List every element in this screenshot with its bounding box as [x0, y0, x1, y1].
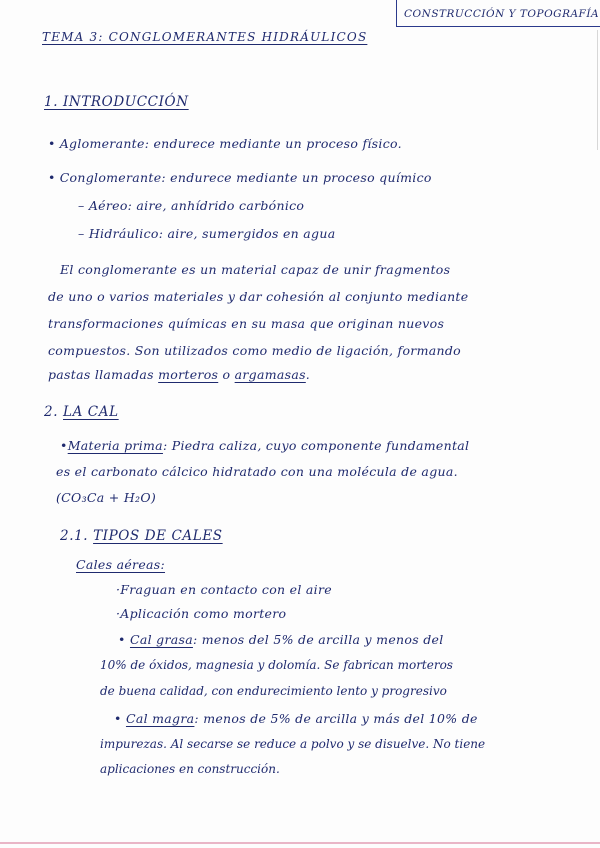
- text-fragment: : Piedra caliza, cuyo componente fundamental: [162, 438, 470, 453]
- bullet-text: Conglomerante: endurece mediante un proceso químico: [59, 170, 432, 185]
- materia-prima-label: Materia prima: [67, 438, 163, 453]
- bullet-conglomerante: [48, 170, 432, 185]
- cales-aereas-heading: Cales aéreas:: [76, 557, 166, 572]
- text-fragment: .: [305, 367, 311, 382]
- cal-magra-line: [114, 711, 478, 726]
- term-morteros: morteros: [158, 367, 219, 382]
- cal-grasa-line: 10% de óxidos, magnesia y dolomía. Se fabrican morteros: [100, 658, 453, 672]
- section-number: 2.: [44, 404, 59, 420]
- intro-paragraph-line: transformaciones químicas en su masa que originan nuevos: [48, 316, 445, 331]
- bullet-marker: •: [48, 170, 56, 185]
- bullet-aglomerante: [48, 136, 402, 151]
- cal-grasa-line: de buena calidad, con endurecimiento lento y progresivo: [100, 684, 447, 698]
- bullet-marker: •: [114, 711, 122, 726]
- bullet-text: Aglomerante: endurece mediante un proceso físico.: [59, 136, 402, 151]
- cal-magra-line: aplicaciones en construcción.: [100, 762, 280, 776]
- text-fragment: : menos de 5% de arcilla y más del 10% de: [194, 711, 478, 726]
- subject-header: CONSTRUCCIÓN Y TOPOGRAFÍA: [404, 8, 600, 20]
- cal-magra-line: impurezas. Al secarse se reduce a polvo y se disuelve. No tiene: [100, 737, 486, 751]
- section-number: 2.1.: [60, 528, 89, 544]
- materia-prima-line: es el carbonato cálcico hidratado con una molécula de agua.: [56, 464, 458, 479]
- subbullet-aereo: – Aéreo: aire, anhídrido carbónico: [78, 198, 305, 213]
- intro-paragraph-line: de uno o varios materiales y dar cohesión al conjunto mediante: [48, 289, 469, 304]
- section-2-title: [44, 404, 119, 420]
- topic-title: TEMA 3: CONGLOMERANTES HIDRÁULICOS: [42, 30, 368, 44]
- cal-grasa-line: [118, 632, 444, 647]
- text-fragment: : menos del 5% de arcilla y menos del: [192, 632, 444, 647]
- materia-prima-line: [60, 438, 469, 453]
- cales-item: ·Aplicación como mortero: [116, 606, 287, 621]
- intro-paragraph-line: compuestos. Son utilizados como medio de ligación, formando: [48, 343, 461, 358]
- cal-magra-label: Cal magra: [125, 711, 195, 726]
- section-1-title: 1. INTRODUCCIÓN: [44, 94, 189, 110]
- subbullet-hidraulico: – Hidráulico: aire, sumergidos en agua: [78, 226, 336, 241]
- bullet-marker: •: [118, 632, 126, 647]
- page-bottom-line: [0, 842, 600, 844]
- section-2-1-title: [60, 528, 223, 544]
- term-argamasas: argamasas: [234, 367, 306, 382]
- materia-prima-formula: (CO₃Ca + H₂O): [56, 490, 157, 505]
- bullet-marker: •: [48, 136, 56, 151]
- text-fragment: pastas llamadas: [48, 367, 154, 382]
- section-label: LA CAL: [63, 404, 119, 420]
- section-label: TIPOS DE CALES: [93, 528, 223, 544]
- cal-grasa-label: Cal grasa: [129, 632, 193, 647]
- page-edge-mark: [597, 30, 598, 150]
- bullet-marker: •: [60, 438, 68, 453]
- intro-paragraph-line: El conglomerante es un material capaz de unir fragmentos: [60, 262, 451, 277]
- text-fragment: o: [222, 367, 231, 382]
- cales-item: ·Fraguan en contacto con el aire: [116, 582, 332, 597]
- intro-paragraph-last-line: [48, 367, 310, 382]
